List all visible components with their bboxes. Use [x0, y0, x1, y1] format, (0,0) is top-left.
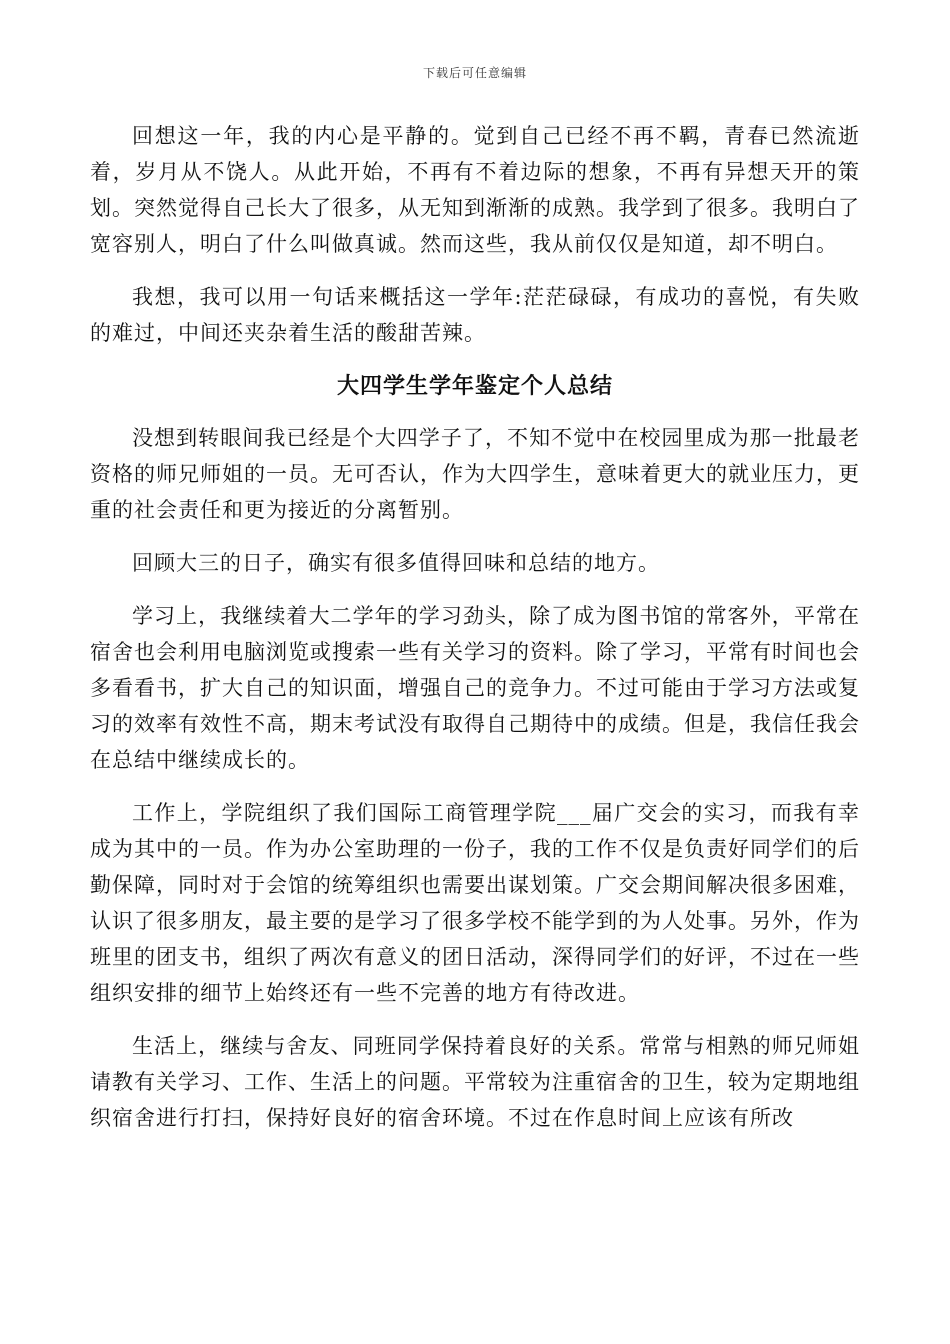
paragraph-intro: 没想到转眼间我已经是个大四学子了，不知不觉中在校园里成为那一批最老资格的师兄师姐的一员。无可否认，作为大四学生，意味着更大的就业压力，更重的社会责任和更为接近的分离暂别。	[90, 426, 860, 522]
paragraph-reflection: 回想这一年，我的内心是平静的。觉到自己已经不再不羁，青春已然流逝着，岁月从不饶人。从此开始，不再有不着边际的想象，不再有异想天开的策划。突然觉得自己长大了很多，从无知到渐渐的成熟。我学到了很多。我明白了宽容别人，明白了什么叫做真诚。然而这些，我从前仅仅是知道，却不明白。	[90, 124, 860, 256]
paragraph-review: 回顾大三的日子，确实有很多值得回味和总结的地方。	[132, 551, 660, 575]
paragraph-study: 学习上，我继续着大二学年的学习劲头，除了成为图书馆的常客外，平常在宿舍也会利用电脑浏览或搜索一些有关学习的资料。除了学习，平常有时间也会多看看书，扩大自己的知识面，增强自己的竞争力。不过可能由于学习方法或复习的效率有效性不高，期末考试没有取得自己期待中的成绩。但是，我信任我会在总结中继续成长的。	[90, 604, 860, 772]
document-body	[90, 118, 860, 1153]
paragraph-work: 工作上，学院组织了我们国际工商管理学院___届广交会的实习，而我有幸成为其中的一员。作为办公室助理的一份子，我的工作不仅是负责好同学们的后勤保障，同时对于会馆的统筹组织也需要出谋划策。广交会期间解决很多困难，认识了很多朋友，最主要的是学习了很多学校不能学到的为人处事。另外，作为班里的团支书，组织了两次有意义的团日活动，深得同学们的好评，不过在一些组织安排的细节上始终还有一些不完善的地方有待改进。	[90, 801, 860, 1005]
header-note: 下载后可任意编辑	[422, 66, 527, 80]
paragraph-summary-sentence: 我想，我可以用一句话来概括这一学年:茫茫碌碌，有成功的喜悦，有失败的难过，中间还夹杂着生活的酸甜苦辣。	[90, 285, 860, 345]
paragraph-life: 生活上，继续与舍友、同班同学保持着良好的关系。常常与相熟的师兄师姐请教有关学习、工作、生活上的问题。平常较为注重宿舍的卫生，较为定期地组织宿舍进行打扫，保持好良好的宿舍环境。不过在作息时间上应该有所改	[90, 1034, 860, 1130]
section-title: 大四学生学年鉴定个人总结	[336, 373, 613, 399]
